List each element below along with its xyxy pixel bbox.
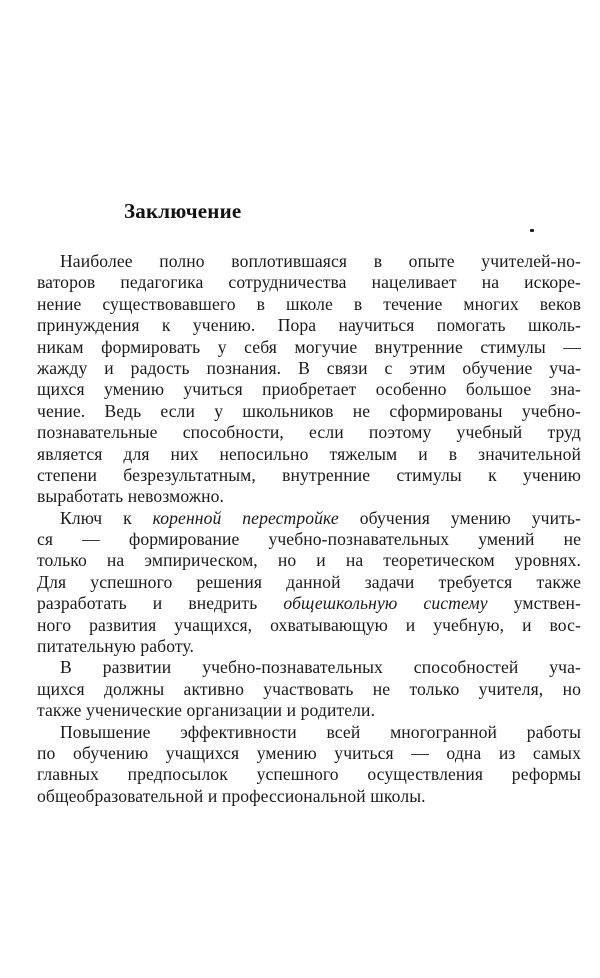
text-line: щихся умению учиться приобретает особенно большое зна-	[37, 379, 581, 400]
text-line: выработать невозможно.	[37, 486, 224, 507]
text-line: степени безрезультатным, внутренние стимулы к учению	[37, 464, 581, 485]
paragraph-3	[37, 657, 581, 721]
text-line: только на эмпирическом, но и на теоретическом уровнях.	[37, 550, 581, 571]
text-run: разработать и внедрить	[37, 593, 284, 614]
text-line: ваторов педагогика сотрудничества нацеливает на искоре-	[37, 272, 581, 293]
text-run: Ключ к	[60, 507, 153, 528]
text-run: обучения умению учить-	[338, 507, 581, 528]
emphasis: общешкольную систему	[283, 593, 488, 614]
print-speck	[530, 229, 534, 232]
text-line: нение существовавшего в школе в течение многих веков	[37, 293, 581, 314]
text-line: также ученические организации и родители.	[37, 700, 376, 721]
text-line	[37, 593, 581, 614]
text-line: никам формировать у себя могучие внутренние стимулы —	[37, 336, 581, 357]
text-line: Для успешного решения данной задачи требуется также	[37, 571, 581, 592]
text-line: главных предпосылок успешного осуществления реформы	[37, 764, 581, 785]
body-text	[37, 251, 581, 807]
text-line: В развитии учебно-познавательных способностей уча-	[60, 657, 581, 678]
paragraph-1	[37, 251, 581, 508]
section-title: Заключение	[124, 199, 242, 223]
text-line: питательную работу.	[37, 636, 195, 657]
emphasis: коренной перестройке	[152, 507, 339, 528]
text-line: по обучению учащихся умению учиться — одна из самых	[37, 742, 581, 763]
text-run: умствен-	[487, 593, 581, 614]
paragraph-2	[37, 508, 581, 658]
text-line: Повышение эффективности всей многогранной работы	[60, 721, 581, 742]
text-line: познавательные способности, если поэтому учебный труд	[37, 422, 581, 443]
text-line: Наиболее полно воплотившаяся в опыте учителей-но-	[60, 251, 581, 271]
text-line: ного развития учащихся, охватывающую и учебную, и вос-	[37, 614, 581, 635]
paragraph-4	[37, 722, 581, 808]
text-line: жажду и радость познания. В связи с этим обучение уча-	[37, 357, 581, 378]
text-line: чение. Ведь если у школьников не сформированы учебно-	[37, 400, 581, 421]
text-line: является для них непосильно тяжелым и в значительной	[37, 443, 581, 464]
text-line	[37, 508, 581, 529]
text-line: общеобразовательной и профессиональной школы.	[37, 785, 426, 806]
text-line: ся — формирование учебно-познавательных умений не	[37, 529, 581, 550]
text-line: принуждения к учению. Пора научиться помогать школь-	[37, 315, 581, 336]
text-line: щихся должны активно участвовать не только учителя, но	[37, 678, 581, 699]
